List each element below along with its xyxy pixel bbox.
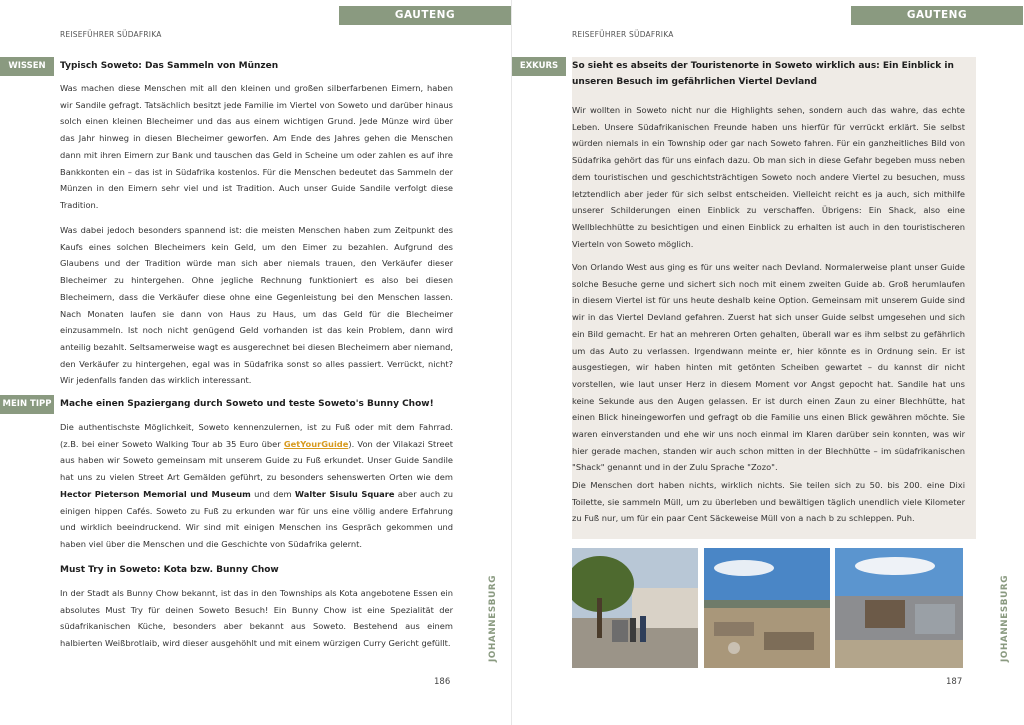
landfill-photo [704, 548, 830, 668]
tipp-text-d: aber auch zu einigen hippen Cafés. Soweto zu Fuß zu erkunden war für uns eine völlig andere Erfahrung und wirklich beeindruckend. Wir sind mit einigen Menschen ins Gespräch gekommen und haben viel über die Menschen und die Geschichte von Südafrika gelernt. [60, 488, 453, 549]
exkurs-paragraph-1: Wir wollten in Soweto nicht nur die Highlights sehen, sondern auch das wahre, das echte Leben. Unsere Südafrikanischen Freunde haben uns hierfür für verrückt erklärt. Sie selbst würden niemals in ein Township oder gar nach Soweto fahren. Für ein ganzheitliches Bild von Südafrika gehört das für uns einfach dazu. Ob man sich in diese Gefahr begeben muss neben dem touristischen und geschichtsträchtigen Soweto noch andere Viertel zu besuchen, muss letztendlich aber jeder für sich selbst entscheiden. Vielleicht reicht es ja auch, sich mithilfe unserer Schilderungen einen Einblick zu verschaffen. Übrigens: Ein Shack, also eine Wellblechhütte zu besichtigen und einen Einblick zu erhalten ist auch in den touristischeren Vierteln von Soweto möglich. [572, 105, 965, 249]
vertical-city-label: JOHANNESBURG [1000, 574, 1010, 662]
getyourguide-link[interactable]: GetYourGuide [283, 438, 349, 449]
chapter-tab: GAUTENG [339, 6, 511, 25]
wissen-label: WISSEN [0, 57, 54, 76]
wissen-title: Typisch Soweto: Das Sammeln von Münzen [60, 61, 279, 71]
hector-pieterson-bold: Hector Pieterson Memorial und Museum [60, 488, 251, 499]
street-photo [572, 548, 698, 668]
running-header: REISEFÜHRER SÜDAFRIKA [60, 30, 162, 39]
exkurs-label: EXKURS [512, 57, 566, 76]
must-try-title: Must Try in Soweto: Kota bzw. Bunny Chow [60, 565, 279, 575]
tipp-text-c: und dem [250, 488, 295, 499]
exkurs-title: So sieht es abseits der Touristenorte in Soweto wirklich aus: Ein Einblick in unseren Besuch im gefährlichen Viertel Devland [572, 61, 954, 87]
must-try-paragraph: In der Stadt als Bunny Chow bekannt, ist das in den Townships als Kota angebotene Essen ein absolutes Must Try für deinen Soweto Besuch! Ein Bunny Chow ist eine Spezialität der südafrikanischen Küche, besonders aber bekannt aus Soweto. Bestehend aus einem halbierten Weißbrotlaib, wird dieser ausgehöhlt und mit einem würzigen Curry Gericht gefüllt. [60, 588, 453, 649]
page-number: 187 [946, 677, 963, 687]
exkurs-paragraph-3: Die Menschen dort haben nichts, wirklich nichts. Sie teilen sich zu 50. bis 200. eine Dixi Toilette, sie sammeln Müll, um zu überleben und bewältigen täglich unendlich viele Kilometer zu Fuß nur, um für ein paar Cent Säckeweise Müll von a nach b zu schleppen. Puh. [572, 480, 965, 524]
tipp-text-a: Die authentischste Möglichkeit, Soweto kennenzulernen, ist zu Fuß oder mit dem Fahrrad. (z.B. bei einer Soweto Walking Tour ab 35 Euro über [60, 422, 453, 449]
walter-sisulu-bold: Walter Sisulu Square [294, 488, 395, 499]
exkurs-paragraph-2: Von Orlando West aus ging es für uns weiter nach Devland. Normalerweise plant unser Guide solche Besuche gerne und sichert sich noch mit einem zweiten Guide ab. Groß herumlaufen in diesem Viertel ist für uns heute deshalb keine Option. Gemeinsam mit unserem Guide sind wir in das Viertel Devland gefahren. Zuerst hat sich unser Guide selbst umgesehen und sich ein Bild gemacht. Er hat an mehreren Orten gehalten, überall war es ihm selbst zu gefährlich um das Auto zu verlassen. Irgendwann meinte er, hier könnte es in Ordnung sein. Er ist ausgestiegen, wir haben hinten mit getönten Scheiben gewartet – du kannst dir nicht vorstellen, wie laut unser Herz in diesem Moment vor Angst gepocht hat. Sandile hat uns keine Sekunde aus den Augen gelassen. Er ist durch einen Zaun zu einer Blechhütte, hat einen Blick hineingeworfen und gefragt ob die Familie uns einen Blick gewähren möchte. Sie waren einverstanden und ehe wir uns noch einmal im Klaren darüber sein konnten, was wir hier gerade machen, standen wir auch schon mitten in der Blechhütte – im südafrikanischen "Shack" genannt und in der Zulu Sprache "Zozo". [572, 262, 965, 473]
wissen-paragraph-2: Was dabei jedoch besonders spannend ist: die meisten Menschen haben zum Zeitpunkt des Kaufs eines solchen Blecheimers kein Geld, um den Eimer zu bezahlen. Aufgrund des Glaubens und der Tradition würde man sich aber niemals trauen, den Verkäufer dieser Blecheimer zu hintergehen. Ohne jegliche Rechnung funktioniert es also bei diesen Blecheimern, dass die Verkäufer diese ohne eine Gegenleistung bei den Menschen lassen. Nach Monaten laufen sie dann von Haus zu Haus, um das Geld für die Blecheimer einzusammeln. Ist noch nicht genügend Geld vorhanden ist das kein Problem, dann wird anteilig bezahlt. Seltsamerweise wagt es ausgerechnet bei diesen Blecheimern aber niemand, den Verkäufer zu hintergehen, egal was in Südafrika sonst so alles passiert. Verrückt, nicht? Wir jedenfalls fanden das wirklich interessant. [60, 225, 453, 386]
wissen-paragraph-1: Was machen diese Menschen mit all den kleinen und großen silberfarbenen Eimern, haben wir Sandile gefragt. Tatsächlich besitzt jede Familie im Viertel von Soweto und darüber hinaus solch einen kleinen Blecheimer und das aus einem wichtigen Grund. Jede Münze wird über das Jahr hinweg in diesen Blecheimer geworfen. Am Ende des Jahres gehen die Menschen dann mit ihren Eimern zur Bank und tauschen das Geld in Scheine um oder zahlen es auf ihre Bankkonten ein – das ist in Südafrika kostenlos. Für die Menschen bedeutet das Sammeln der Münzen in den Eimern sehr viel und ist Tradition. Auch unser Guide Sandile verfolgt diese Tradition. [60, 83, 453, 210]
page-number: 186 [434, 677, 451, 687]
tipp-label: MEIN TIPP [0, 395, 54, 414]
page-187 [512, 0, 1024, 725]
running-header: REISEFÜHRER SÜDAFRIKA [572, 30, 674, 39]
tipp-title: Mache einen Spaziergang durch Soweto und teste Soweto's Bunny Chow! [60, 399, 434, 409]
chapter-tab: GAUTENG [851, 6, 1023, 25]
shack-photo [835, 548, 963, 668]
vertical-city-label: JOHANNESBURG [488, 574, 498, 662]
tipp-paragraph [60, 419, 453, 553]
tipp-text-b: ). Von der Vilakazi Street aus haben wir Soweto gemeinsam mit unserem Guide zu Fuß erkundet. Unser Guide Sandile hat uns zu vielen Street Art Gemälden geführt, zu besonders sehenswerten Orten wie dem [60, 438, 453, 483]
